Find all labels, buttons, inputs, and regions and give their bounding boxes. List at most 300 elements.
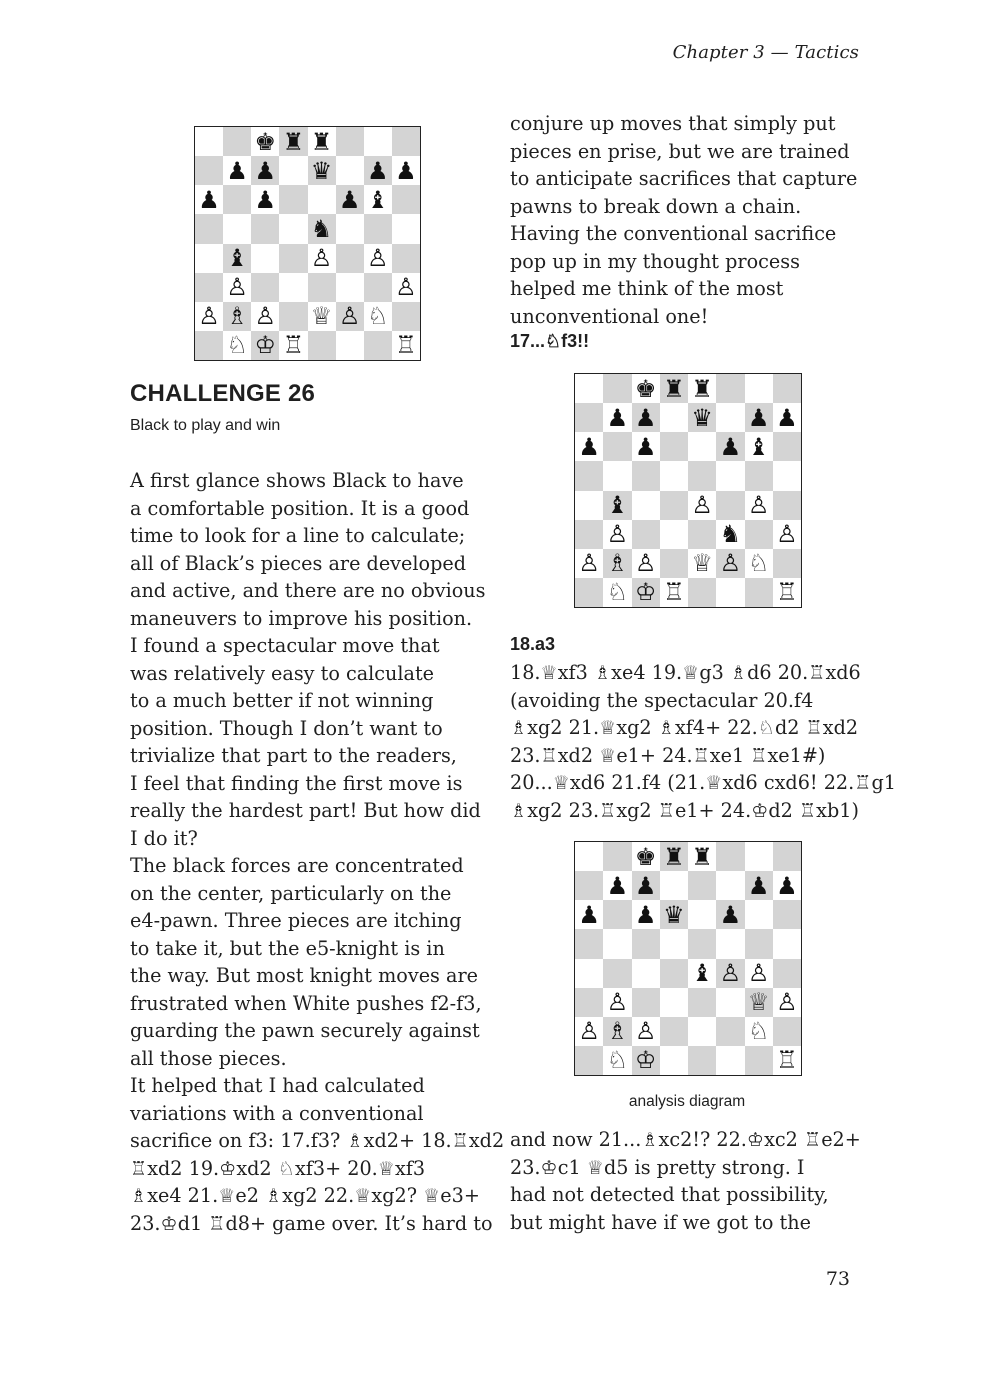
board-square: [632, 520, 660, 549]
chess-diagram-1: [194, 126, 421, 361]
board-square: [603, 549, 631, 578]
board-square: [279, 127, 307, 156]
black-pawn-icon: ♟: [606, 403, 629, 432]
black-rook-icon: ♜: [691, 374, 713, 403]
white-pawn-icon: ♙: [310, 244, 333, 273]
text-line: position. Though I don’t want to: [130, 716, 443, 740]
black-pawn-icon: ♟: [254, 185, 277, 214]
board-square: [195, 156, 223, 185]
text-line: ♖xd2 19.♔xd2 ♘xf3+ 20.♕xf3: [130, 1156, 426, 1180]
board-square: [773, 461, 801, 490]
white-king-icon: ♔: [634, 578, 657, 607]
board-square: [688, 549, 716, 578]
board-square: [575, 461, 603, 490]
black-rook-icon: ♜: [282, 127, 305, 156]
black-bishop-icon: ♝: [747, 432, 770, 461]
white-rook-icon: ♖: [776, 578, 798, 607]
board-square: [251, 273, 279, 302]
board-square: [632, 959, 660, 988]
board-square: [364, 185, 392, 214]
chess-diagram-analysis: [574, 841, 802, 1076]
board-square: [745, 461, 773, 490]
board-square: [603, 578, 631, 607]
board-square: [392, 273, 420, 302]
board-square: [223, 185, 251, 214]
board-square: [688, 461, 716, 490]
board-square: [392, 244, 420, 273]
text-line: pawns to break down a chain.: [510, 194, 802, 218]
board-square: [364, 302, 392, 331]
running-head: Chapter 3 — Tactics: [672, 42, 859, 63]
black-pawn-icon: ♟: [747, 403, 770, 432]
black-queen-icon: ♛: [663, 900, 685, 929]
right-column-variations-text: [510, 659, 896, 824]
board-square: [688, 988, 716, 1017]
board-square: [308, 302, 336, 331]
board-square: [364, 273, 392, 302]
black-knight-icon: ♞: [719, 520, 742, 549]
black-pawn-icon: ♟: [367, 156, 389, 185]
board-square: [632, 988, 660, 1017]
board-square: [660, 900, 688, 929]
black-king-icon: ♚: [634, 374, 657, 403]
board-square: [660, 1046, 688, 1075]
text-line: really the hardest part! But how did: [130, 799, 481, 822]
black-bishop-icon: ♝: [606, 491, 629, 520]
white-pawn-icon: ♙: [367, 244, 389, 273]
board-square: [660, 461, 688, 490]
white-pawn-icon: ♙: [254, 302, 277, 331]
text-line: 20...♕xd6 21.f4 (21.♕xd6 cxd6! 22.♖g1: [510, 771, 896, 794]
board-square: [632, 1046, 660, 1075]
text-line: I do it?: [130, 826, 198, 850]
black-pawn-icon: ♟: [634, 900, 657, 929]
board-square: [279, 185, 307, 214]
board-square: [773, 549, 801, 578]
board-square: [745, 900, 773, 929]
board-square: [392, 302, 420, 331]
board-square: [364, 127, 392, 156]
white-pawn-icon: ♙: [719, 959, 742, 988]
white-pawn-icon: ♙: [578, 1017, 600, 1046]
board-square: [308, 214, 336, 243]
board-square: [660, 988, 688, 1017]
board-square: [688, 1017, 716, 1046]
board-square: [308, 273, 336, 302]
board-square: [660, 403, 688, 432]
board-square: [336, 302, 364, 331]
text-line: helped me think of the most: [510, 277, 784, 300]
white-pawn-icon: ♙: [719, 549, 742, 578]
white-knight-icon: ♘: [606, 1046, 629, 1075]
board-square: [336, 244, 364, 273]
board-square: [773, 959, 801, 988]
board-square: [575, 578, 603, 607]
board-square: [251, 302, 279, 331]
text-line: ♗xe4 21.♕e2 ♗xg2 22.♕xg2? ♕e3+: [130, 1184, 480, 1207]
page-number: 73: [825, 1268, 850, 1290]
text-line: It helped that I had calculated: [130, 1074, 425, 1097]
board-square: [336, 214, 364, 243]
white-pawn-icon: ♙: [747, 491, 770, 520]
board-square: [716, 959, 744, 988]
right-column-intro-text: [510, 110, 870, 330]
board-square: [336, 273, 364, 302]
text-line: to a much better if not winning: [130, 689, 434, 712]
board-square: [660, 432, 688, 461]
board-square: [773, 842, 801, 871]
board-square: [660, 929, 688, 958]
board-square: [195, 273, 223, 302]
text-line: all of Black’s pieces are developed: [130, 551, 466, 575]
board-square: [223, 127, 251, 156]
black-king-icon: ♚: [254, 127, 277, 156]
white-pawn-icon: ♙: [606, 988, 629, 1017]
board-square: [745, 549, 773, 578]
board-square: [660, 549, 688, 578]
board-square: [688, 959, 716, 988]
black-pawn-icon: ♟: [747, 871, 770, 900]
board-square: [716, 461, 744, 490]
text-line: e4-pawn. Three pieces are itching: [130, 909, 462, 932]
board-square: [773, 374, 801, 403]
board-square: [745, 929, 773, 958]
board-square: [364, 244, 392, 273]
board-square: [716, 578, 744, 607]
board-square: [716, 374, 744, 403]
board-square: [745, 988, 773, 1017]
move-18-heading: 18.a3: [510, 634, 556, 654]
board-square: [688, 842, 716, 871]
board-square: [773, 900, 801, 929]
board-square: [575, 929, 603, 958]
board-square: [660, 871, 688, 900]
board-square: [195, 302, 223, 331]
board-square: [603, 900, 631, 929]
board-square: [773, 403, 801, 432]
board-square: [660, 374, 688, 403]
white-knight-icon: ♘: [747, 549, 770, 578]
white-pawn-icon: ♙: [226, 273, 248, 302]
text-line: and now 21...♗xc2!? 22.♔xc2 ♖e2+: [510, 1128, 861, 1151]
board-square: [716, 871, 744, 900]
white-knight-icon: ♘: [606, 578, 629, 607]
board-square: [745, 871, 773, 900]
black-bishop-icon: ♝: [367, 185, 389, 214]
board-square: [575, 432, 603, 461]
board-square: [603, 1017, 631, 1046]
board-square: [632, 900, 660, 929]
black-pawn-icon: ♟: [578, 900, 600, 929]
white-pawn-icon: ♙: [395, 273, 417, 302]
text-line: was relatively easy to calculate: [130, 661, 435, 685]
chess-diagram-2: [574, 373, 802, 608]
black-pawn-icon: ♟: [719, 432, 742, 461]
board-square: [279, 273, 307, 302]
board-square: [660, 842, 688, 871]
board-square: [745, 1046, 773, 1075]
board-square: [308, 331, 336, 360]
board-square: [195, 127, 223, 156]
board-square: [745, 520, 773, 549]
board-square: [279, 331, 307, 360]
white-pawn-icon: ♙: [776, 988, 798, 1017]
board-square: [716, 520, 744, 549]
board-square: [223, 331, 251, 360]
black-pawn-icon: ♟: [634, 432, 657, 461]
black-queen-icon: ♛: [691, 403, 713, 432]
board-square: [195, 244, 223, 273]
board-square: [603, 432, 631, 461]
board-square: [632, 871, 660, 900]
white-rook-icon: ♖: [776, 1046, 798, 1075]
text-line: trivialize that part to the readers,: [130, 744, 457, 767]
board-square: [575, 988, 603, 1017]
board-square: [392, 156, 420, 185]
board-square: [632, 929, 660, 958]
text-line: I found a spectacular move that: [130, 634, 440, 657]
board-square: [603, 959, 631, 988]
board-square: [660, 520, 688, 549]
black-pawn-icon: ♟: [578, 432, 600, 461]
board-square: [660, 491, 688, 520]
board-square: [336, 156, 364, 185]
right-column-closing-text: [510, 1126, 870, 1236]
board-square: [603, 403, 631, 432]
black-rook-icon: ♜: [691, 842, 713, 871]
board-square: [773, 520, 801, 549]
black-bishop-icon: ♝: [691, 959, 713, 988]
board-square: [632, 461, 660, 490]
black-pawn-icon: ♟: [776, 871, 798, 900]
board-square: [716, 929, 744, 958]
board-square: [575, 842, 603, 871]
board-square: [773, 929, 801, 958]
board-square: [632, 374, 660, 403]
board-square: [603, 1046, 631, 1075]
white-bishop-icon: ♗: [606, 549, 629, 578]
white-queen-icon: ♕: [747, 988, 770, 1017]
white-pawn-icon: ♙: [338, 302, 361, 331]
board-square: [279, 156, 307, 185]
board-square: [575, 959, 603, 988]
white-pawn-icon: ♙: [198, 302, 220, 331]
board-square: [575, 491, 603, 520]
board-square: [308, 156, 336, 185]
text-line: a comfortable position. It is a good: [130, 496, 470, 520]
board-square: [603, 374, 631, 403]
black-rook-icon: ♜: [310, 127, 333, 156]
board-square: [773, 871, 801, 900]
challenge-subtitle: Black to play and win: [130, 417, 281, 434]
text-line: unconventional one!: [510, 304, 709, 328]
text-line: A first glance shows Black to have: [130, 469, 464, 492]
text-line: conjure up moves that simply put: [510, 112, 836, 135]
white-rook-icon: ♖: [395, 331, 417, 360]
black-knight-icon: ♞: [310, 214, 333, 243]
black-bishop-icon: ♝: [226, 244, 248, 273]
board-square: [336, 331, 364, 360]
board-square: [603, 871, 631, 900]
board-square: [195, 214, 223, 243]
board-square: [251, 156, 279, 185]
white-pawn-icon: ♙: [606, 520, 629, 549]
text-line: 23.♔d1 ♖d8+ game over. It’s hard to: [130, 1211, 493, 1235]
white-rook-icon: ♖: [663, 578, 685, 607]
diagram-caption: analysis diagram: [628, 1093, 746, 1110]
board-square: [632, 432, 660, 461]
board-square: [688, 432, 716, 461]
board-square: [660, 959, 688, 988]
board-square: [575, 403, 603, 432]
white-rook-icon: ♖: [282, 331, 305, 360]
board-square: [603, 842, 631, 871]
board-square: [392, 127, 420, 156]
board-square: [251, 244, 279, 273]
white-pawn-icon: ♙: [634, 549, 657, 578]
text-line: pieces en prise, but we are trained: [510, 139, 850, 163]
board-square: [195, 185, 223, 214]
black-pawn-icon: ♟: [634, 403, 657, 432]
board-square: [392, 331, 420, 360]
board-square: [716, 1017, 744, 1046]
board-square: [688, 1046, 716, 1075]
board-square: [223, 214, 251, 243]
text-line: variations with a conventional: [130, 1101, 424, 1125]
black-pawn-icon: ♟: [198, 185, 220, 214]
board-square: [223, 273, 251, 302]
board-square: [251, 127, 279, 156]
text-line: pop up in my thought process: [510, 249, 800, 273]
text-line: maneuvers to improve his position.: [130, 606, 473, 630]
white-pawn-icon: ♙: [776, 520, 798, 549]
board-square: [336, 185, 364, 214]
board-square: [745, 578, 773, 607]
board-square: [632, 1017, 660, 1046]
board-square: [308, 127, 336, 156]
text-line: Having the conventional sacrifice: [510, 222, 837, 245]
text-line: on the center, particularly on the: [130, 881, 452, 905]
black-pawn-icon: ♟: [338, 185, 361, 214]
challenge-title: CHALLENGE 26: [130, 380, 316, 407]
board-square: [773, 1046, 801, 1075]
board-square: [603, 461, 631, 490]
board-square: [575, 549, 603, 578]
black-pawn-icon: ♟: [254, 156, 277, 185]
white-queen-icon: ♕: [691, 549, 713, 578]
board-square: [223, 156, 251, 185]
board-square: [773, 578, 801, 607]
white-pawn-icon: ♙: [691, 491, 713, 520]
board-square: [392, 214, 420, 243]
board-square: [251, 214, 279, 243]
text-line: time to look for a line to calculate;: [130, 524, 466, 547]
board-square: [716, 1046, 744, 1075]
black-rook-icon: ♜: [663, 842, 685, 871]
text-line: frustrated when White pushes f2-f3,: [130, 991, 482, 1015]
board-square: [745, 842, 773, 871]
text-line: 18.♕xf3 ♗xe4 19.♕g3 ♗d6 20.♖xd6: [510, 661, 861, 684]
board-square: [716, 988, 744, 1017]
board-square: [688, 871, 716, 900]
board-square: [223, 244, 251, 273]
board-square: [745, 491, 773, 520]
board-square: [364, 156, 392, 185]
text-line: I feel that finding the first move is: [130, 771, 463, 795]
board-square: [603, 491, 631, 520]
board-square: [688, 929, 716, 958]
board-square: [773, 432, 801, 461]
white-bishop-icon: ♗: [226, 302, 248, 331]
board-square: [688, 374, 716, 403]
board-square: [195, 331, 223, 360]
board-square: [603, 988, 631, 1017]
board-square: [632, 842, 660, 871]
board-square: [773, 491, 801, 520]
board-square: [279, 302, 307, 331]
board-square: [575, 871, 603, 900]
text-line: 23.♔c1 ♕d5 is pretty strong. I: [510, 1155, 805, 1179]
white-knight-icon: ♘: [226, 331, 248, 360]
board-square: [660, 1017, 688, 1046]
board-square: [716, 403, 744, 432]
black-pawn-icon: ♟: [606, 871, 629, 900]
board-square: [308, 185, 336, 214]
black-pawn-icon: ♟: [226, 156, 248, 185]
white-king-icon: ♔: [634, 1046, 657, 1075]
board-square: [716, 432, 744, 461]
text-line: (avoiding the spectacular 20.f4: [510, 688, 814, 712]
board-square: [660, 578, 688, 607]
text-line: 23.♖xd2 ♕e1+ 24.♖xe1 ♖xe1#): [510, 743, 826, 767]
board-square: [575, 1017, 603, 1046]
board-square: [364, 331, 392, 360]
board-square: [716, 842, 744, 871]
board-square: [575, 374, 603, 403]
board-square: [279, 214, 307, 243]
black-pawn-icon: ♟: [395, 156, 417, 185]
board-square: [251, 331, 279, 360]
black-king-icon: ♚: [634, 842, 657, 871]
board-square: [364, 214, 392, 243]
left-column-text: [130, 467, 505, 1237]
text-line: to anticipate sacrifices that capture: [510, 167, 858, 190]
board-square: [603, 520, 631, 549]
board-square: [716, 900, 744, 929]
board-square: [279, 244, 307, 273]
black-rook-icon: ♜: [663, 374, 685, 403]
text-line: The black forces are concentrated: [130, 854, 464, 877]
text-line: had not detected that possibility,: [510, 1183, 829, 1206]
board-square: [688, 403, 716, 432]
board-square: [716, 491, 744, 520]
board-square: [308, 244, 336, 273]
board-square: [773, 988, 801, 1017]
board-square: [632, 403, 660, 432]
board-square: [745, 374, 773, 403]
text-line: but might have if we got to the: [510, 1210, 811, 1234]
black-queen-icon: ♛: [310, 156, 333, 185]
text-line: all those pieces.: [130, 1046, 287, 1070]
text-line: ♗xg2 23.♖xg2 ♖e1+ 24.♔d2 ♖xb1): [510, 798, 859, 822]
text-line: the way. But most knight moves are: [130, 964, 478, 987]
board-square: [716, 549, 744, 578]
board-square: [251, 185, 279, 214]
white-pawn-icon: ♙: [634, 1017, 657, 1046]
board-square: [632, 491, 660, 520]
white-knight-icon: ♘: [747, 1017, 770, 1046]
white-queen-icon: ♕: [310, 302, 333, 331]
